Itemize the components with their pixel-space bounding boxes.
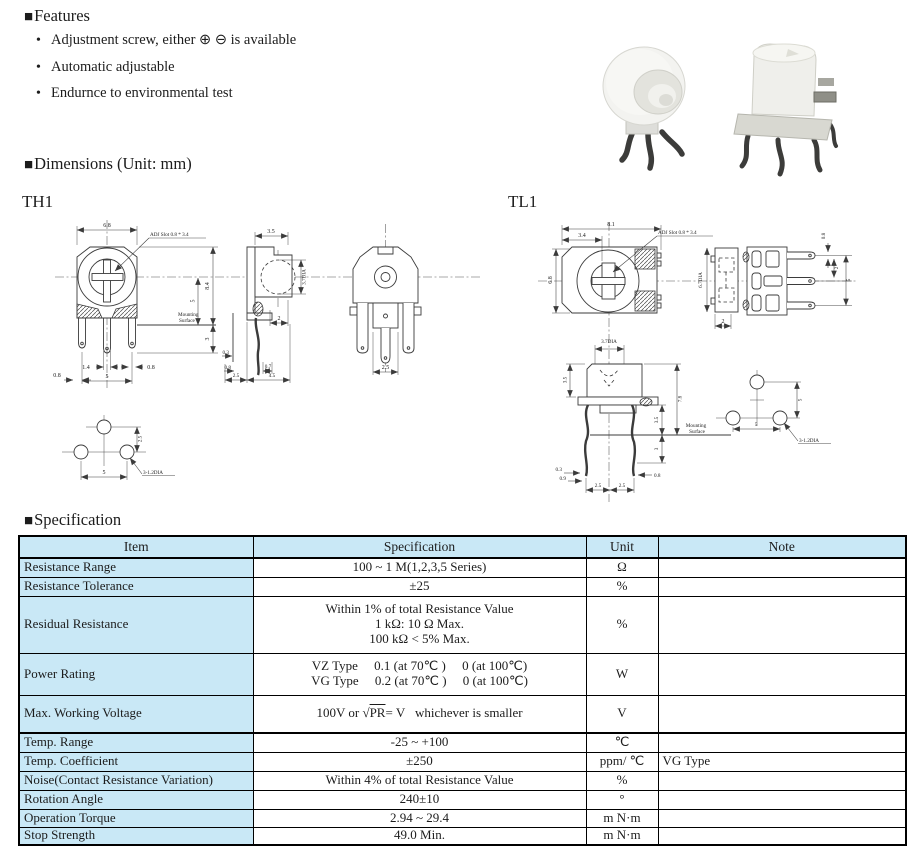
dim-hole-pitch-h: 5 [754,422,758,428]
cell-unit: Ω [586,558,658,577]
cell-item: Stop Strength [19,827,253,845]
dim-width: 8.1 [607,222,615,228]
table-row [19,790,906,809]
cell-item: Noise(Contact Resistance Variation) [19,771,253,790]
dim-height: 8.4 [205,282,211,290]
th1-side-view [222,229,308,383]
sqrt-radicand: PR [369,705,386,721]
table-row [19,653,906,695]
cell-note [658,827,906,845]
dim-pitch: 2.5 [381,365,390,371]
cell-spec [253,653,586,695]
cell-item: Operation Torque [19,809,253,827]
table-header-row [19,536,906,558]
mounting-surface-label: Surface [179,318,195,324]
cell-spec: 49.0 Min. [253,827,586,845]
cell-item: Power Rating [19,653,253,695]
dim-offset-right: 0.8 [147,365,155,371]
dim-pin-width: 1.4 [82,365,90,371]
feature-text: Automatic adjustable [51,59,175,75]
section-square-icon: ■ [24,9,34,25]
table-row [19,771,906,790]
dim-08: 0.8 [654,473,661,479]
table-row [19,752,906,771]
cell-spec [253,695,586,733]
feature-text: Adjustment screw, either ⊕ ⊖ is available [51,32,297,48]
th1-footprint [62,415,175,480]
cell-note [658,733,906,752]
dim-07: 0.7 [264,364,272,370]
dim-03: 0.3 [555,467,562,473]
cell-note [658,771,906,790]
cell-unit: % [586,771,658,790]
spec-text: 100V or [316,705,363,721]
adj-slot-callout: ADJ Slot 0.8 * 3.4 [658,230,697,236]
trimmer-photo-square [734,44,836,174]
dimensions-title: Dimensions (Unit: mm) [34,154,192,173]
feature-item [36,59,175,76]
dim-03: 0.3 [222,350,229,356]
sqrt-symbol: √ [362,705,370,721]
cell-note [658,653,906,695]
specification-heading [24,510,121,530]
dim-2: 2 [277,316,281,322]
tl1-front-view [556,339,731,493]
col-header-specification: Specification [253,536,586,558]
dim-hole-pitch-v: 5 [797,398,804,402]
dim-height: 6.8 [548,276,554,284]
cell-spec: -25 ~ +100 [253,733,586,752]
spec-line: 100 kΩ < 5% Max. [369,630,470,646]
dim-slot-offset: 3.4 [578,233,586,239]
spec-line: 1 kΩ: 10 Ω Max. [374,616,464,632]
dim-total-height: 7.8 [677,395,684,403]
cell-spec: ±25 [253,577,586,596]
feature-item [36,32,296,49]
dim-body-height: 5 [190,299,197,303]
tl1-product-photo [726,36,851,181]
feature-text: Endurnce to environmental test [51,85,233,101]
cell-unit: m N·m [586,827,658,845]
specification-title: Specification [34,510,122,529]
dim-depth: 2 [721,319,725,325]
dim-hole-pitch-h: 5 [102,470,106,476]
dimensions-heading [24,154,192,174]
dim-pin-width: 0.8 [821,232,827,240]
cell-note [658,790,906,809]
dim-25: 2.5 [232,373,240,379]
spec-text: = V whichever is smaller [385,705,523,721]
model-label-tl1: TL1 [508,192,538,211]
th1-product-photo [596,34,708,174]
holes-callout: 3-1.2DIA [799,438,820,444]
model-label-th1: TH1 [22,192,54,211]
cell-spec: Within 4% of total Resistance Value [253,771,586,790]
col-header-item: Item [19,536,253,558]
dim-bracket-height: 3.5 [654,416,660,424]
table-row [19,577,906,596]
tl1-footprint [716,370,831,444]
dim-pin-length: 3 [654,447,660,451]
dim-rotor-dia: 3.7DIA [301,269,308,285]
holes-callout: 3-1.2DIA [143,470,164,476]
th1-dimension-drawing [20,212,500,512]
cell-item: Rotation Angle [19,790,253,809]
cell-unit: m N·m [586,809,658,827]
dim-pin-gap: 2 [834,266,840,270]
features-heading [24,6,90,26]
section-square-icon: ■ [24,513,34,529]
cell-spec [253,596,586,653]
dim-hole-pitch-v: 2.5 [137,435,144,443]
cell-item: Residual Resistance [19,596,253,653]
trimmer-photo-round [603,47,685,168]
spec-line: VZ Type 0.1 (at 70℃ ) 0 (at 100℃) [311,658,528,674]
th1-rear-view [350,224,421,375]
cell-unit: W [586,653,658,695]
cell-note [658,809,906,827]
spec-table [18,535,907,846]
cell-unit: ppm/ ℃ [586,752,658,771]
tl1-top-view [548,222,713,502]
dim-cap-height: 3.5 [562,376,569,384]
cell-unit: % [586,596,658,653]
dim-rotor-dia: 3.7DIA [601,339,617,345]
dim-pitch-a: 2.5 [594,483,602,489]
cell-note [658,596,906,653]
dim-pin-span: 5 [846,278,852,282]
bullet-icon: • [36,86,41,101]
table-row [19,695,906,733]
dim-pitch-b: 2.5 [618,483,626,489]
cell-item: Temp. Coefficient [19,752,253,771]
bullet-icon: • [36,60,41,75]
dim-depth: 3.5 [267,229,275,235]
table-row [19,809,906,827]
cell-unit: ℃ [586,733,658,752]
col-header-note: Note [658,536,906,558]
table-row [19,596,906,653]
spec-line: VG Type 0.2 (at 70℃ ) 0 (at 100℃) [311,673,528,688]
cell-note [658,577,906,596]
tl1-dimension-drawing [500,212,913,512]
section-square-icon: ■ [24,157,34,173]
mounting-surface-label: Mounting [685,423,707,429]
cell-unit: ° [586,790,658,809]
feature-item [36,85,233,102]
cell-note [658,695,906,733]
spec-line: Within 1% of total Resistance Value [325,601,514,617]
cell-spec: 240±10 [253,790,586,809]
cell-spec: ±250 [253,752,586,771]
cell-item: Resistance Tolerance [19,577,253,596]
table-row [19,558,906,577]
cell-note: VG Type [658,752,906,771]
dim-08: 0.8 [224,365,231,371]
dim-09: 0.9 [559,476,566,482]
dim-45: 4.5 [268,373,276,379]
cell-item: Max. Working Voltage [19,695,253,733]
cell-unit: % [586,577,658,596]
cell-spec: 2.94 ~ 29.4 [253,809,586,827]
adj-slot-callout: ADJ Slot 0.8 * 3.4 [150,232,189,238]
th1-front-view [53,220,218,388]
mounting-surface-label: Mounting [178,312,199,318]
table-row [19,733,906,752]
cell-item: Resistance Range [19,558,253,577]
tl1-rear-view [743,232,852,315]
dim-pin-span: 5 [105,374,109,380]
cell-spec: 100 ~ 1 M(1,2,3,5 Series) [253,558,586,577]
col-header-unit: Unit [586,536,658,558]
cell-unit: V [586,695,658,733]
table-row [19,827,906,845]
dim-body-dia: 6.7DIA [698,272,704,288]
dim-pin-length: 3 [205,337,211,341]
dim-offset-left: 0.8 [53,373,61,379]
cell-item: Temp. Range [19,733,253,752]
tl1-side-view [698,248,738,329]
features-title: Features [34,6,90,25]
dim-width: 6.8 [103,223,111,229]
cell-note [658,558,906,577]
bullet-icon: • [36,33,41,48]
mounting-surface-label: Surface [689,429,705,435]
